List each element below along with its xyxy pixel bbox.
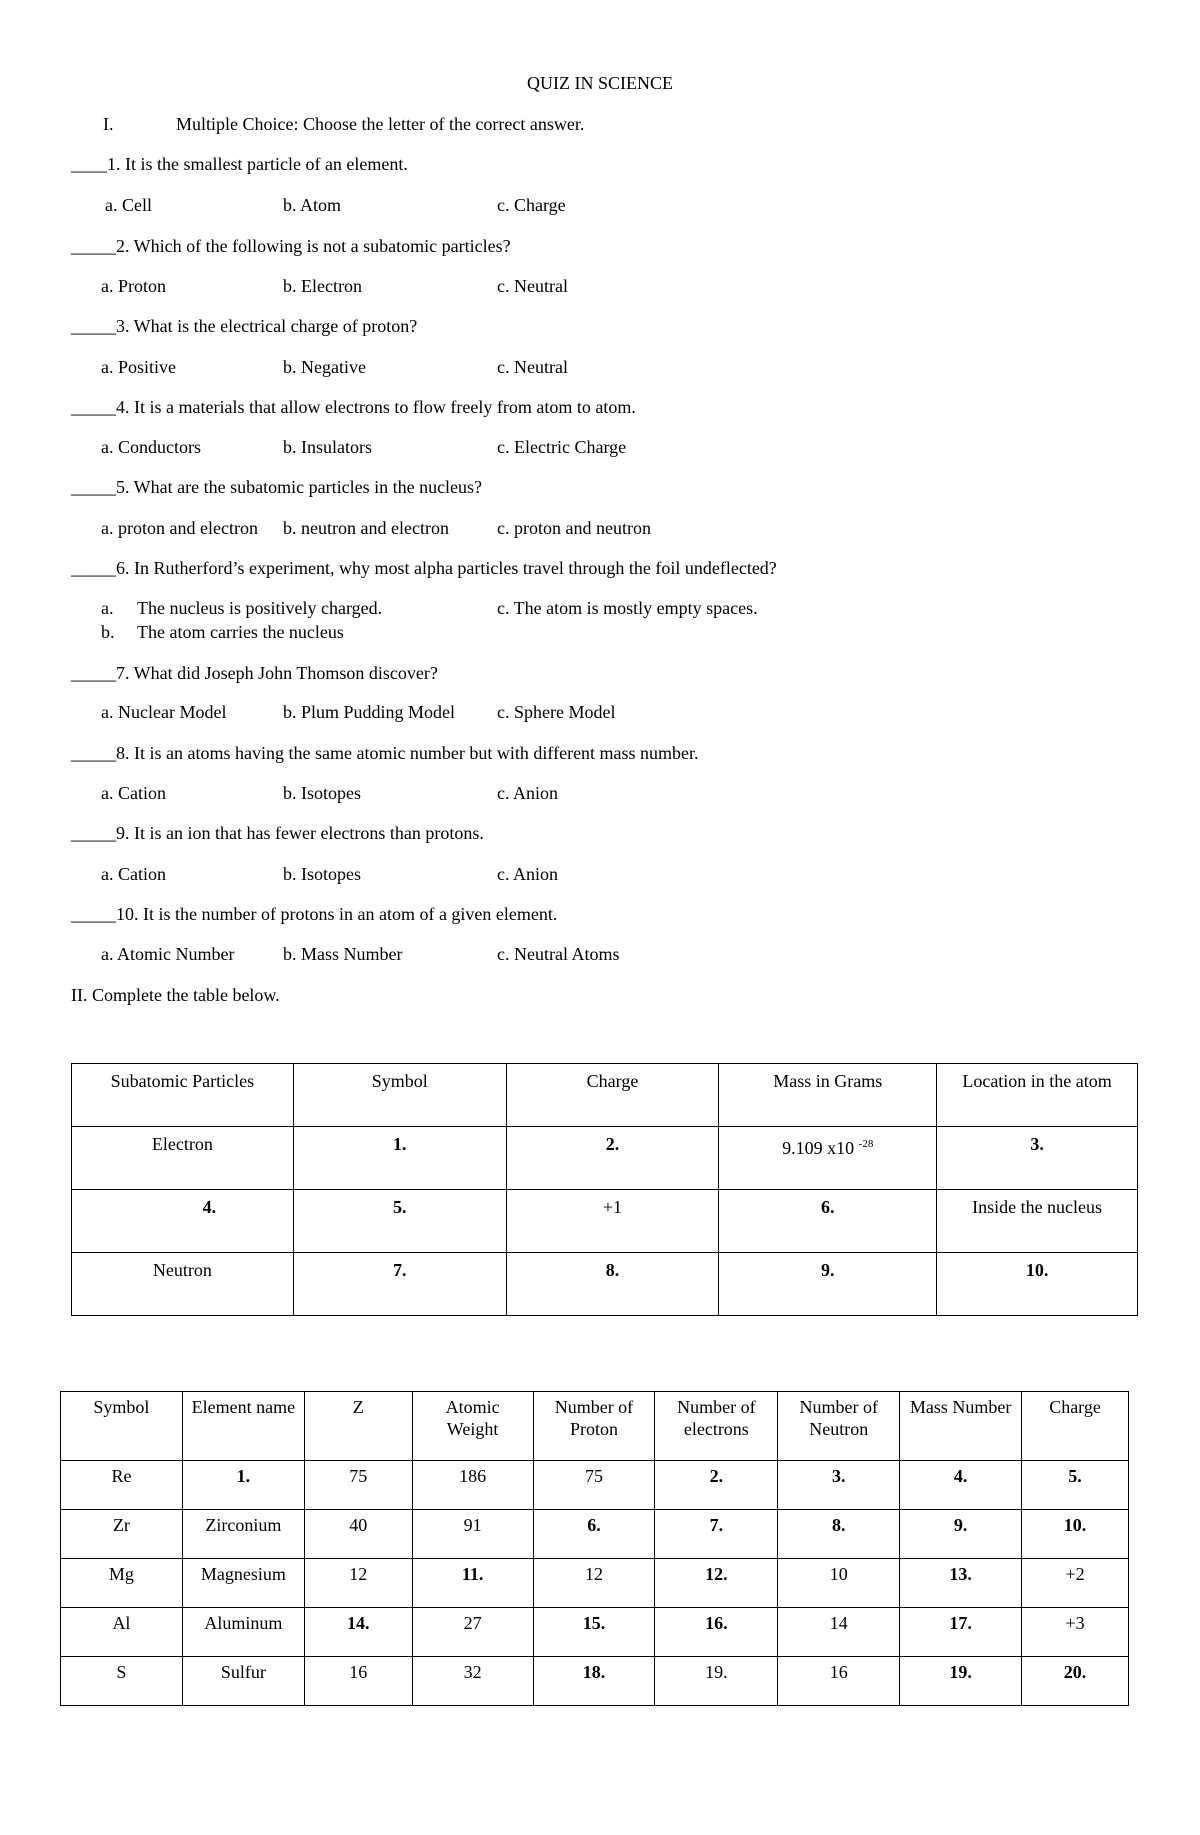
answer-blank: 9. xyxy=(719,1253,937,1316)
table-header: Symbol xyxy=(293,1064,506,1127)
q5-option-b: b. neutron and electron xyxy=(283,518,449,538)
table-cell: 91 xyxy=(412,1510,533,1559)
answer-blank: 9. xyxy=(900,1510,1022,1559)
mass-exponent: -28 xyxy=(858,1138,874,1150)
answer-blank: 14. xyxy=(304,1608,412,1657)
table-header: Location in the atom xyxy=(937,1064,1138,1127)
subatomic-particles-table xyxy=(71,1063,1138,1316)
q9-option-a: a. Cation xyxy=(101,864,166,884)
answer-blank: 5. xyxy=(1022,1461,1129,1510)
page-title: QUIZ IN SCIENCE xyxy=(527,73,673,93)
table-cell: 14 xyxy=(778,1608,900,1657)
q6-option-a: The nucleus is positively charged. xyxy=(137,598,383,618)
table-cell: +3 xyxy=(1022,1608,1129,1657)
q2-option-c: c. Neutral xyxy=(497,276,568,296)
answer-blank: 10. xyxy=(1022,1510,1129,1559)
answer-blank: 1. xyxy=(182,1461,304,1510)
table-cell: 186 xyxy=(412,1461,533,1510)
q4-option-c: c. Electric Charge xyxy=(497,437,627,457)
answer-blank: 16. xyxy=(655,1608,778,1657)
answer-blank: 20. xyxy=(1022,1657,1129,1706)
q1-option-a: a. Cell xyxy=(105,195,152,215)
table-cell: +1 xyxy=(506,1190,719,1253)
q10-option-c: c. Neutral Atoms xyxy=(497,944,620,964)
question-3: _____3. What is the electrical charge of proton? xyxy=(71,316,418,336)
table-row xyxy=(61,1657,1129,1706)
answer-blank: 11. xyxy=(412,1559,533,1608)
table-row xyxy=(61,1510,1129,1559)
part1-instruction: Multiple Choice: Choose the letter of the correct answer. xyxy=(176,114,585,134)
answer-blank: 18. xyxy=(533,1657,655,1706)
answer-blank: 4. xyxy=(72,1190,294,1253)
table-cell: Sulfur xyxy=(182,1657,304,1706)
question-9: _____9. It is an ion that has fewer electrons than protons. xyxy=(71,823,484,843)
table-header: Atomic Weight xyxy=(412,1392,533,1461)
table-header: Number of Proton xyxy=(533,1392,655,1461)
q10-option-b: b. Mass Number xyxy=(283,944,403,964)
q1-option-c: c. Charge xyxy=(497,195,566,215)
table-cell: 12 xyxy=(533,1559,655,1608)
answer-blank: 7. xyxy=(293,1253,506,1316)
answer-blank: 19. xyxy=(900,1657,1022,1706)
table-cell: Mg xyxy=(61,1559,183,1608)
answer-blank: 13. xyxy=(900,1559,1022,1608)
q7-option-b: b. Plum Pudding Model xyxy=(283,702,456,722)
answer-blank: 7. xyxy=(655,1510,778,1559)
table-header-row xyxy=(72,1064,1138,1127)
q8-option-b: b. Isotopes xyxy=(283,783,361,803)
table-header: Symbol xyxy=(61,1392,183,1461)
answer-blank: 10. xyxy=(937,1253,1138,1316)
answer-blank: 6. xyxy=(533,1510,655,1559)
q5-option-c: c. proton and neutron xyxy=(497,518,651,538)
table-row xyxy=(72,1127,1138,1190)
table-cell: Zirconium xyxy=(182,1510,304,1559)
q7-option-c: c. Sphere Model xyxy=(497,702,616,722)
answer-blank: 8. xyxy=(778,1510,900,1559)
q4-option-a: a. Conductors xyxy=(101,437,201,457)
answer-blank: 3. xyxy=(778,1461,900,1510)
question-8: _____8. It is an atoms having the same atomic number but with different mass number. xyxy=(71,743,699,763)
table-header: Number of electrons xyxy=(655,1392,778,1461)
q6-option-b-letter: b. xyxy=(101,622,115,642)
table-cell: 75 xyxy=(533,1461,655,1510)
q6-option-a-letter: a. xyxy=(101,598,114,618)
question-7: _____7. What did Joseph John Thomson discover? xyxy=(71,663,438,683)
answer-blank: 1. xyxy=(293,1127,506,1190)
answer-blank: 17. xyxy=(900,1608,1022,1657)
part2-instruction: II. Complete the table below. xyxy=(71,985,280,1005)
answer-blank: 5. xyxy=(293,1190,506,1253)
elements-table xyxy=(60,1391,1129,1706)
question-10: _____10. It is the number of protons in an atom of a given element. xyxy=(71,904,558,924)
table-cell: 16 xyxy=(304,1657,412,1706)
table-cell: 16 xyxy=(778,1657,900,1706)
q7-option-a: a. Nuclear Model xyxy=(101,702,227,722)
q5-option-a: a. proton and electron xyxy=(101,518,258,538)
q6-option-b: The atom carries the nucleus xyxy=(137,622,344,642)
answer-blank: 2. xyxy=(506,1127,719,1190)
q8-option-c: c. Anion xyxy=(497,783,558,803)
mass-value: 9.109 x10 xyxy=(782,1138,855,1158)
q2-option-a: a. Proton xyxy=(101,276,166,296)
table-header: Charge xyxy=(1022,1392,1129,1461)
table-cell: S xyxy=(61,1657,183,1706)
answer-blank: 12. xyxy=(655,1559,778,1608)
table-cell: 19. xyxy=(655,1657,778,1706)
answer-blank: 4. xyxy=(900,1461,1022,1510)
q6-option-c: c. The atom is mostly empty spaces. xyxy=(497,598,758,618)
table-cell: Aluminum xyxy=(182,1608,304,1657)
table-header: Subatomic Particles xyxy=(72,1064,294,1127)
table-cell: 75 xyxy=(304,1461,412,1510)
q10-option-a: a. Atomic Number xyxy=(101,944,235,964)
answer-blank: 6. xyxy=(719,1190,937,1253)
table-header-row xyxy=(61,1392,1129,1461)
table-header: Charge xyxy=(506,1064,719,1127)
table-cell: Re xyxy=(61,1461,183,1510)
q1-option-b: b. Atom xyxy=(283,195,342,215)
q3-option-c: c. Neutral xyxy=(497,357,568,377)
table-cell: 12 xyxy=(304,1559,412,1608)
q9-option-c: c. Anion xyxy=(497,864,558,884)
table-cell: Magnesium xyxy=(182,1559,304,1608)
table-cell: Electron xyxy=(72,1127,294,1190)
table-cell: Inside the nucleus xyxy=(937,1190,1138,1253)
table-cell: 10 xyxy=(778,1559,900,1608)
table-cell: +2 xyxy=(1022,1559,1129,1608)
answer-blank: 8. xyxy=(506,1253,719,1316)
answer-blank: 15. xyxy=(533,1608,655,1657)
answer-blank: 2. xyxy=(655,1461,778,1510)
table-row xyxy=(61,1608,1129,1657)
table-row xyxy=(72,1190,1138,1253)
q2-option-b: b. Electron xyxy=(283,276,362,296)
table-cell: 32 xyxy=(412,1657,533,1706)
question-2: _____2. Which of the following is not a subatomic particles? xyxy=(71,236,511,256)
table-row xyxy=(61,1559,1129,1608)
part1-number: I. xyxy=(103,114,114,134)
table-header: Mass Number xyxy=(900,1392,1022,1461)
q9-option-b: b. Isotopes xyxy=(283,864,361,884)
q3-option-b: b. Negative xyxy=(283,357,366,377)
q4-option-b: b. Insulators xyxy=(283,437,372,457)
question-6: _____6. In Rutherford’s experiment, why most alpha particles travel through the foil undeflected? xyxy=(71,558,777,578)
table-cell: 40 xyxy=(304,1510,412,1559)
q8-option-a: a. Cation xyxy=(101,783,166,803)
question-5: _____5. What are the subatomic particles in the nucleus? xyxy=(71,477,483,497)
q3-option-a: a. Positive xyxy=(101,357,176,377)
table-cell: Al xyxy=(61,1608,183,1657)
table-header: Element name xyxy=(182,1392,304,1461)
table-row xyxy=(61,1461,1129,1510)
question-1: ____1. It is the smallest particle of an element. xyxy=(71,154,408,174)
table-cell: 27 xyxy=(412,1608,533,1657)
answer-blank: 3. xyxy=(937,1127,1138,1190)
table-header: Z xyxy=(304,1392,412,1461)
table-cell: Zr xyxy=(61,1510,183,1559)
table-row xyxy=(72,1253,1138,1316)
table-header: Mass in Grams xyxy=(719,1064,937,1127)
table-header: Number of Neutron xyxy=(778,1392,900,1461)
table-cell: Neutron xyxy=(72,1253,294,1316)
table-cell xyxy=(719,1127,937,1190)
question-4: _____4. It is a materials that allow electrons to flow freely from atom to atom. xyxy=(71,397,636,417)
